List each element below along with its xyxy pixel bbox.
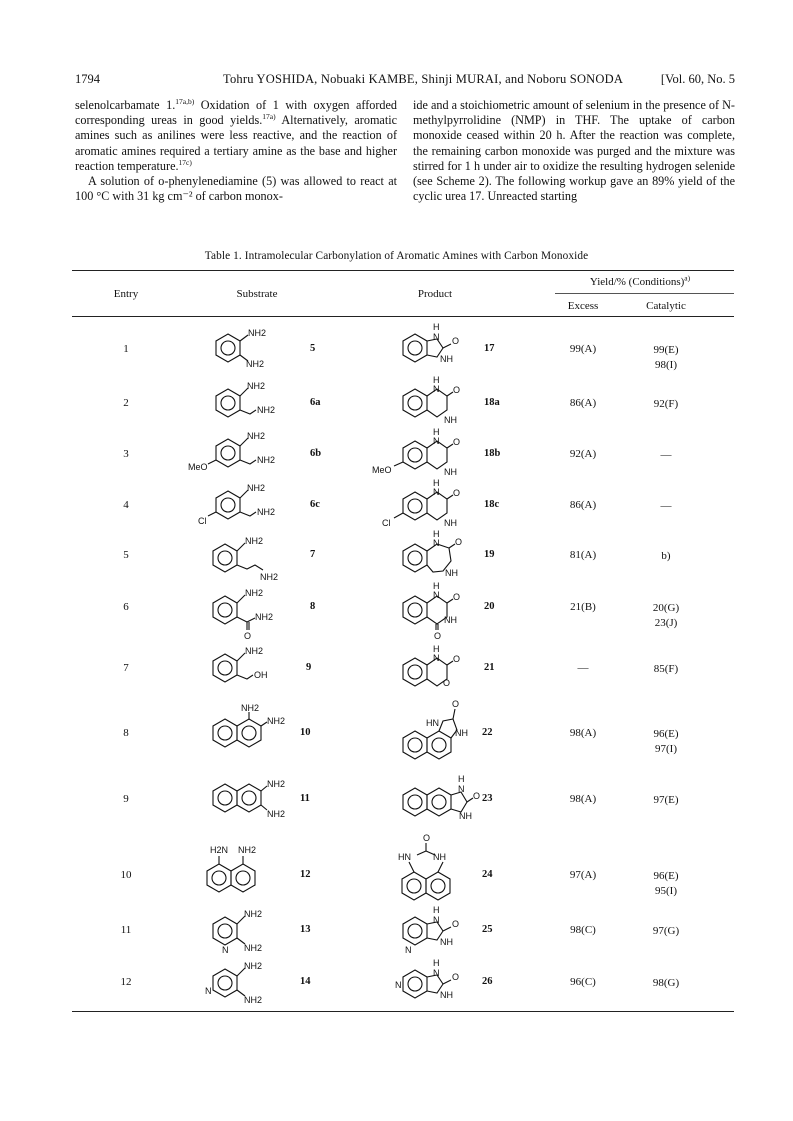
- product-structure-23: [395, 774, 495, 824]
- n-label: N: [433, 384, 440, 394]
- product-id: 18a: [484, 397, 500, 408]
- catalytic-value: 85(F): [653, 663, 679, 675]
- nh-label: NH: [440, 937, 453, 947]
- o-label: O: [473, 791, 481, 801]
- table-header-rule: [72, 316, 734, 317]
- chloro-label: Cl: [382, 518, 391, 528]
- substrate-id: 8: [310, 601, 316, 612]
- table-caption: Table 1. Intramolecular Carbonylation of Aromatic Amines with Carbon Monoxide: [204, 250, 589, 262]
- nh-label: NH: [444, 467, 457, 477]
- yield-excess: 81(A): [569, 549, 597, 561]
- amine-label: NH2: [241, 703, 260, 713]
- amine-label: NH2: [267, 809, 286, 819]
- catalytic-value: 97(I): [655, 743, 677, 755]
- h-label: H: [433, 478, 440, 488]
- substrate-id: 6a: [310, 397, 321, 408]
- o-label: O: [453, 437, 461, 447]
- substrate-id: 9: [306, 662, 312, 673]
- product-structure-24: [395, 832, 475, 908]
- amine-label: NH2: [247, 431, 266, 441]
- substrate-structure-6b: [188, 430, 288, 478]
- product-structure-17: [395, 322, 475, 372]
- substrate-id: 7: [310, 549, 316, 560]
- catalytic-value: 96(E): [653, 870, 679, 882]
- page-number: 1794: [75, 72, 100, 86]
- h-label: H: [458, 774, 465, 784]
- yield-excess: 99(A): [569, 343, 597, 355]
- nh-label: NH: [440, 990, 453, 1000]
- yield-footnote-ref: a): [684, 273, 691, 283]
- oxygen-label: O: [244, 631, 252, 641]
- yield-excess: 86(A): [569, 397, 597, 409]
- yield-excess: 98(C): [570, 924, 596, 936]
- yield-excess: 21(B): [570, 601, 596, 613]
- product-id: 26: [482, 976, 493, 987]
- chloro-label: Cl: [198, 516, 207, 526]
- product-structure-19: [395, 528, 480, 582]
- entry-number: 11: [120, 924, 132, 936]
- nh-label: NH: [433, 852, 446, 862]
- substrate-id: 10: [300, 727, 311, 738]
- o-label: O: [423, 833, 431, 843]
- yield-excess: 97(A): [569, 869, 597, 881]
- amine-label: NH2: [260, 572, 279, 582]
- product-id: 21: [484, 662, 495, 673]
- h-label: H: [433, 529, 440, 539]
- catalytic-value: 92(F): [653, 398, 679, 410]
- catalytic-value: 97(G): [652, 925, 680, 937]
- yield-catalytic: [634, 924, 698, 939]
- amine-label: NH2: [244, 943, 263, 953]
- substrate-id: 6c: [310, 499, 320, 510]
- substrate-id: 11: [300, 793, 310, 804]
- yield-subheader-rule: [555, 293, 734, 294]
- yield-excess: 92(A): [569, 448, 597, 460]
- entry-number: 5: [123, 549, 129, 561]
- yield-excess: 98(A): [569, 727, 597, 739]
- entry-number: 9: [123, 793, 129, 805]
- yield-catalytic: [634, 499, 698, 514]
- yield-excess: —: [577, 662, 589, 674]
- catalytic-value: 98(G): [652, 977, 680, 989]
- h-label: H: [433, 958, 440, 968]
- h-label: H: [433, 322, 440, 332]
- amine-label: NH2: [247, 483, 266, 493]
- amine-label: NH2: [246, 359, 265, 369]
- author-line: Tohru YOSHIDA, Nobuaki KAMBE, Shinji MURAI, and Noboru SONODA: [223, 72, 624, 86]
- amine-label: NH2: [245, 536, 264, 546]
- catalytic-value: 20(G): [652, 602, 680, 614]
- substrate-structure-13: [205, 908, 285, 956]
- amine-label: NH2: [248, 328, 267, 338]
- n-label: N: [433, 915, 440, 925]
- header-yield: [560, 273, 720, 288]
- o-label: O: [452, 699, 460, 709]
- amine-label: NH2: [257, 507, 276, 517]
- n-label: N: [433, 653, 440, 663]
- product-id: 25: [482, 924, 493, 935]
- ref-marker: 17a,b): [175, 96, 195, 106]
- body-line-1: selenolcarbamate 1.: [75, 98, 176, 112]
- o-label: O: [452, 336, 460, 346]
- amine-label: NH2: [257, 455, 276, 465]
- amine-label: NH2: [244, 909, 263, 919]
- substrate-structure-14: [205, 960, 285, 1008]
- o-label: O: [452, 919, 460, 929]
- product-id: 18b: [484, 448, 501, 459]
- body-line-2: Oxidation of 1 with oxygen afforded corresponding ureas in good yields.: [75, 98, 397, 128]
- n-label: N: [433, 332, 440, 342]
- header-yield-text: Yield/% (Conditions): [589, 276, 685, 288]
- yield-catalytic: [634, 976, 698, 991]
- entry-number: 10: [120, 869, 132, 881]
- product-id: 23: [482, 793, 493, 804]
- amine-label: NH2: [267, 779, 286, 789]
- h-label: H: [433, 427, 440, 437]
- amine-label: NH2: [244, 961, 263, 971]
- o-label: O: [453, 592, 461, 602]
- n-label: N: [458, 784, 465, 794]
- yield-excess: 86(A): [569, 499, 597, 511]
- product-structure-25: [395, 905, 480, 957]
- catalytic-value: 96(E): [653, 728, 679, 740]
- substrate-structure-6a: [210, 380, 290, 426]
- catalytic-value: —: [660, 449, 672, 461]
- substrate-id: 5: [310, 343, 316, 354]
- o-label: O: [455, 537, 463, 547]
- yield-catalytic: [634, 601, 698, 631]
- yield-excess: 96(C): [570, 976, 596, 988]
- yield-catalytic: [634, 549, 698, 564]
- catalytic-value: 98(I): [655, 359, 677, 371]
- hn-label: HN: [426, 718, 439, 728]
- entry-number: 7: [123, 662, 129, 674]
- methoxy-label: MeO: [188, 462, 208, 472]
- substrate-id: 14: [300, 976, 311, 987]
- catalytic-value: 99(E): [653, 344, 679, 356]
- amine-label: H2N: [210, 845, 229, 855]
- body-line-3: Alternatively, aromatic amines such as anilines were less reactive, and the reaction of aromatic amines required a tertiary amine as the base and higher reaction temperature.: [75, 113, 398, 173]
- h-label: H: [433, 644, 440, 654]
- body-line-4: A solution of o-phenylenediamine (5) was allowed to react at 100 °C with 31 kg cm⁻² of carbon monox-: [75, 174, 397, 204]
- nh-label: NH: [459, 811, 472, 821]
- yield-catalytic: [634, 727, 698, 757]
- substrate-structure-6c: [195, 482, 290, 530]
- nh-label: NH: [445, 568, 458, 578]
- h-label: H: [433, 905, 440, 915]
- h-label: H: [433, 581, 440, 591]
- ring-nitrogen-label: N: [222, 945, 229, 955]
- product-structure-18b: [372, 427, 482, 479]
- product-structure-20: [395, 580, 480, 642]
- product-structure-21: [395, 644, 480, 696]
- substrate-structure-8: [205, 585, 295, 643]
- amine-label: NH2: [245, 588, 264, 598]
- hydroxyl-label: OH: [254, 670, 268, 680]
- body-right-paragraph: ide and a stoichiometric amount of selenium in the presence of N-methylpyrrolidine (NMP) in THF. The uptake of carbon monoxide ceased within 20 h. After the reaction was complete, the remaining carbon monoxide was purged and the mixture was stirred for 1 h under air to oxidize the resulting hydrogen selenide (see Scheme 2). The following workup gave an 89% yield of the cyclic urea 17. Unreacted starting: [413, 98, 735, 204]
- catalytic-value: 97(E): [653, 794, 679, 806]
- entry-number: 2: [123, 397, 129, 409]
- n-label: N: [433, 436, 440, 446]
- o-label: O: [443, 678, 451, 688]
- amide-label: NH2: [255, 612, 274, 622]
- catalytic-value: b): [661, 550, 671, 562]
- n-label: N: [433, 538, 440, 548]
- substrate-structure-7: [205, 533, 295, 583]
- substrate-structure-11: [205, 775, 305, 821]
- entry-number: 3: [123, 448, 129, 460]
- amine-label: NH2: [257, 405, 276, 415]
- table-top-rule: [72, 270, 734, 271]
- substrate-id: 6b: [310, 448, 322, 459]
- entry-number: 1: [123, 343, 129, 355]
- substrate-structure-5: [210, 325, 280, 371]
- product-id: 20: [484, 601, 495, 612]
- product-id: 22: [482, 727, 493, 738]
- yield-catalytic: [634, 869, 698, 899]
- substrate-structure-9: [205, 645, 295, 691]
- header-product: Product: [417, 288, 453, 300]
- entry-number: 4: [123, 499, 129, 511]
- o-label: O: [452, 972, 460, 982]
- entry-number: 6: [123, 601, 129, 613]
- o-label: O: [434, 631, 442, 641]
- right-column-text: [413, 98, 735, 204]
- nh-label: NH: [444, 518, 457, 528]
- h-label: H: [433, 375, 440, 385]
- yield-catalytic: [634, 397, 698, 412]
- ring-nitrogen-label: N: [405, 945, 412, 955]
- catalytic-value: 95(I): [655, 885, 677, 897]
- header-substrate: Substrate: [236, 288, 278, 300]
- product-id: 19: [484, 549, 495, 560]
- yield-catalytic: [634, 448, 698, 463]
- catalytic-value: 23(J): [654, 617, 678, 629]
- amine-label: NH2: [244, 995, 263, 1005]
- amine-label: NH2: [238, 845, 257, 855]
- ring-nitrogen-label: N: [395, 980, 402, 990]
- o-label: O: [453, 385, 461, 395]
- yield-catalytic: [634, 793, 698, 808]
- amine-label: NH2: [245, 646, 264, 656]
- n-label: N: [433, 968, 440, 978]
- yield-catalytic: [634, 343, 698, 373]
- nh-label: NH: [440, 354, 453, 364]
- entry-number: 12: [120, 976, 132, 988]
- product-structure-18c: [380, 478, 480, 530]
- header-entry: Entry: [113, 288, 139, 300]
- nh-label: NH: [444, 615, 457, 625]
- nh-label: NH: [455, 728, 468, 738]
- entry-number: 8: [123, 727, 129, 739]
- n-label: N: [433, 487, 440, 497]
- yield-catalytic: [634, 662, 698, 677]
- substrate-structure-10: [205, 702, 305, 752]
- methoxy-label: MeO: [372, 465, 392, 475]
- o-label: O: [453, 488, 461, 498]
- volume-label: [Vol. 60, No. 5: [660, 72, 735, 86]
- left-column-text: [75, 98, 397, 204]
- product-structure-26: [395, 958, 480, 1008]
- amine-label: NH2: [267, 716, 286, 726]
- yield-excess: 98(A): [569, 793, 597, 805]
- header-excess: Excess: [567, 300, 599, 312]
- nh-label: NH: [444, 415, 457, 425]
- catalytic-value: —: [660, 500, 672, 512]
- substrate-structure-12: [205, 843, 275, 905]
- header-catalytic: Catalytic: [646, 300, 686, 312]
- product-structure-22: [395, 697, 495, 767]
- o-label: O: [453, 654, 461, 664]
- ref-marker: 17a): [262, 112, 276, 122]
- substrate-id: 13: [300, 924, 311, 935]
- product-id: 24: [482, 869, 493, 880]
- n-label: N: [433, 590, 440, 600]
- ref-marker: 17c): [178, 157, 192, 167]
- substrate-id: 12: [300, 869, 311, 880]
- table-bottom-rule: [72, 1011, 734, 1012]
- product-id: 18c: [484, 499, 500, 510]
- running-header: [75, 72, 735, 88]
- product-id: 17: [484, 343, 495, 354]
- ring-nitrogen-label: N: [205, 986, 212, 996]
- amine-label: NH2: [247, 381, 266, 391]
- hn-label: HN: [398, 852, 411, 862]
- product-structure-18a: [395, 375, 480, 427]
